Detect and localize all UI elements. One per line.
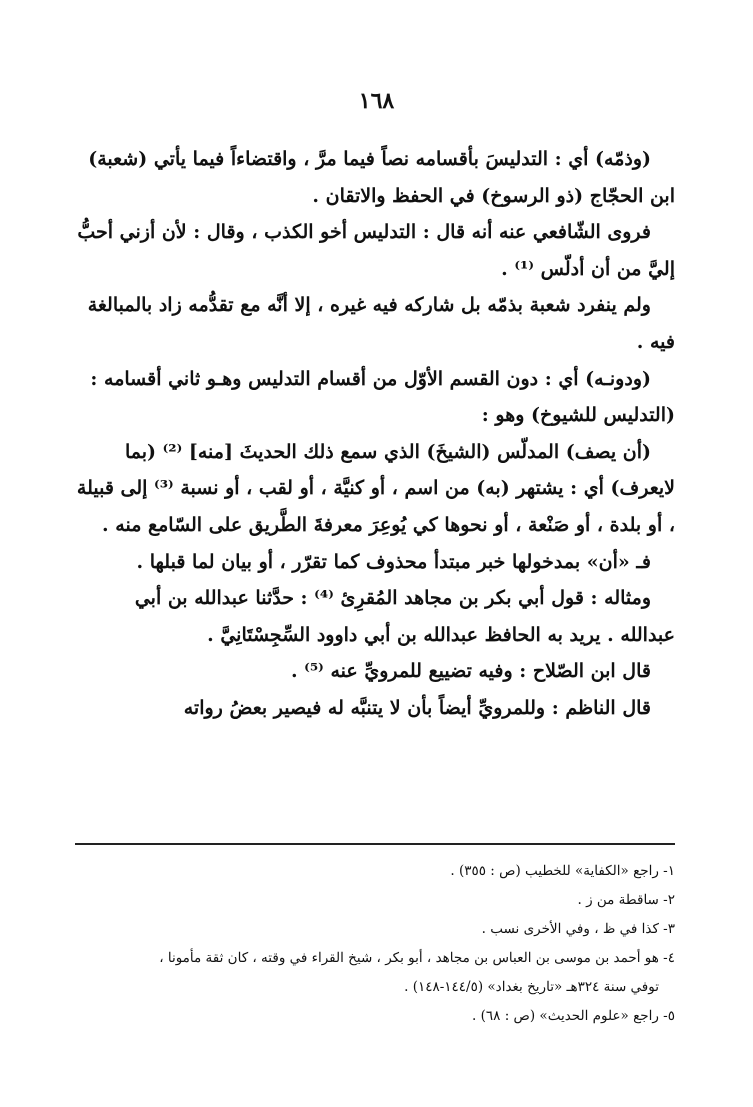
paragraph: قال الناظم : وللمرويِّ أيضاً بأن لا يتنبَّه له فيصير بعضُ رواته xyxy=(183,696,651,719)
paragraph: فروى الشّافعي عنه أنه قال : التدليس أخو الكذب ، وقال : لأن أزني أحبُّ إليَّ من أن أدلّس ⁽¹⁾ . xyxy=(77,221,675,280)
footnote: ٥- راجع «علوم الحديث» (ص : ٦٨) . xyxy=(472,1008,675,1024)
footnote-divider xyxy=(75,843,675,845)
footnote-continuation: توفي سنة ٣٢٤هـ «تاريخ بغداد» (١٤٤/٥-١٤٨) . xyxy=(404,979,659,995)
paragraph: فـ «أن» بمدخولها خبر مبتدأ محذوف كما تقرّر ، أو بيان لما قبلها . xyxy=(136,550,651,573)
footnotes xyxy=(75,857,675,1031)
paragraph: (ودونـه) أي : دون القسم الأوّل من أقسام التدليس وهـو ثاني أقسامه : (التدليس للشيوخ) وهو : xyxy=(90,367,675,427)
paragraph: ومثاله : قول أبي بكر بن مجاهد المُقرِئ ⁽⁴⁾ : حدَّثنا عبدالله بن أبي عبدالله . يريد به الحافظ عبدالله بن أبي داوود السِّجِسْتَانِيَّ . xyxy=(134,587,675,646)
paragraph: (وذمّه) أي : التدليسَ بأقسامه نصاً فيما مرَّ ، واقتضاءاً فيما يأتي (شعبة) ابن الحجّاج (ذو الرسوخ) في الحفظ والاتقان . xyxy=(88,148,675,207)
main-text xyxy=(75,141,675,727)
footnote: ١- راجع «الكفاية» للخطيب (ص : ٣٥٥) . xyxy=(450,863,675,879)
page-number: ١٦٨ xyxy=(358,88,395,114)
paragraph: قال ابن الصّلاح : وفيه تضييع للمرويِّ عنه ⁽⁵⁾ . xyxy=(290,660,651,683)
footnote: ٢- ساقطة من ز . xyxy=(577,892,675,908)
footnote: ٣- كذا في ظ ، وفي الأخرى نسب . xyxy=(481,921,675,937)
paragraph: (أن يصف) المدلّس (الشيخَ) الذي سمع ذلك الحديثَ [منه] ⁽²⁾ (بما لايعرف) أي : يشتهر (به) من اسم ، أو كنيَّة ، أو لقب ، أو نسبة ⁽³⁾ إلى قبيلة ، أو بلدة ، أو صَنْعة ، أو نحوها كي يُوعِرَ معرفةَ الطَّريق على السّامع منه . xyxy=(76,440,675,536)
footnote: ٤- هو أحمد بن موسى بن العباس بن مجاهد ، أبو بكر ، شيخ القراء في وقته ، كان ثقة مأمونا ، xyxy=(159,950,675,966)
paragraph: ولم ينفرد شعبة بذمّه بل شاركه فيه غيره ، إلا أنَّه مع تقدُّمه زاد بالمبالغة فيه . xyxy=(87,294,675,353)
